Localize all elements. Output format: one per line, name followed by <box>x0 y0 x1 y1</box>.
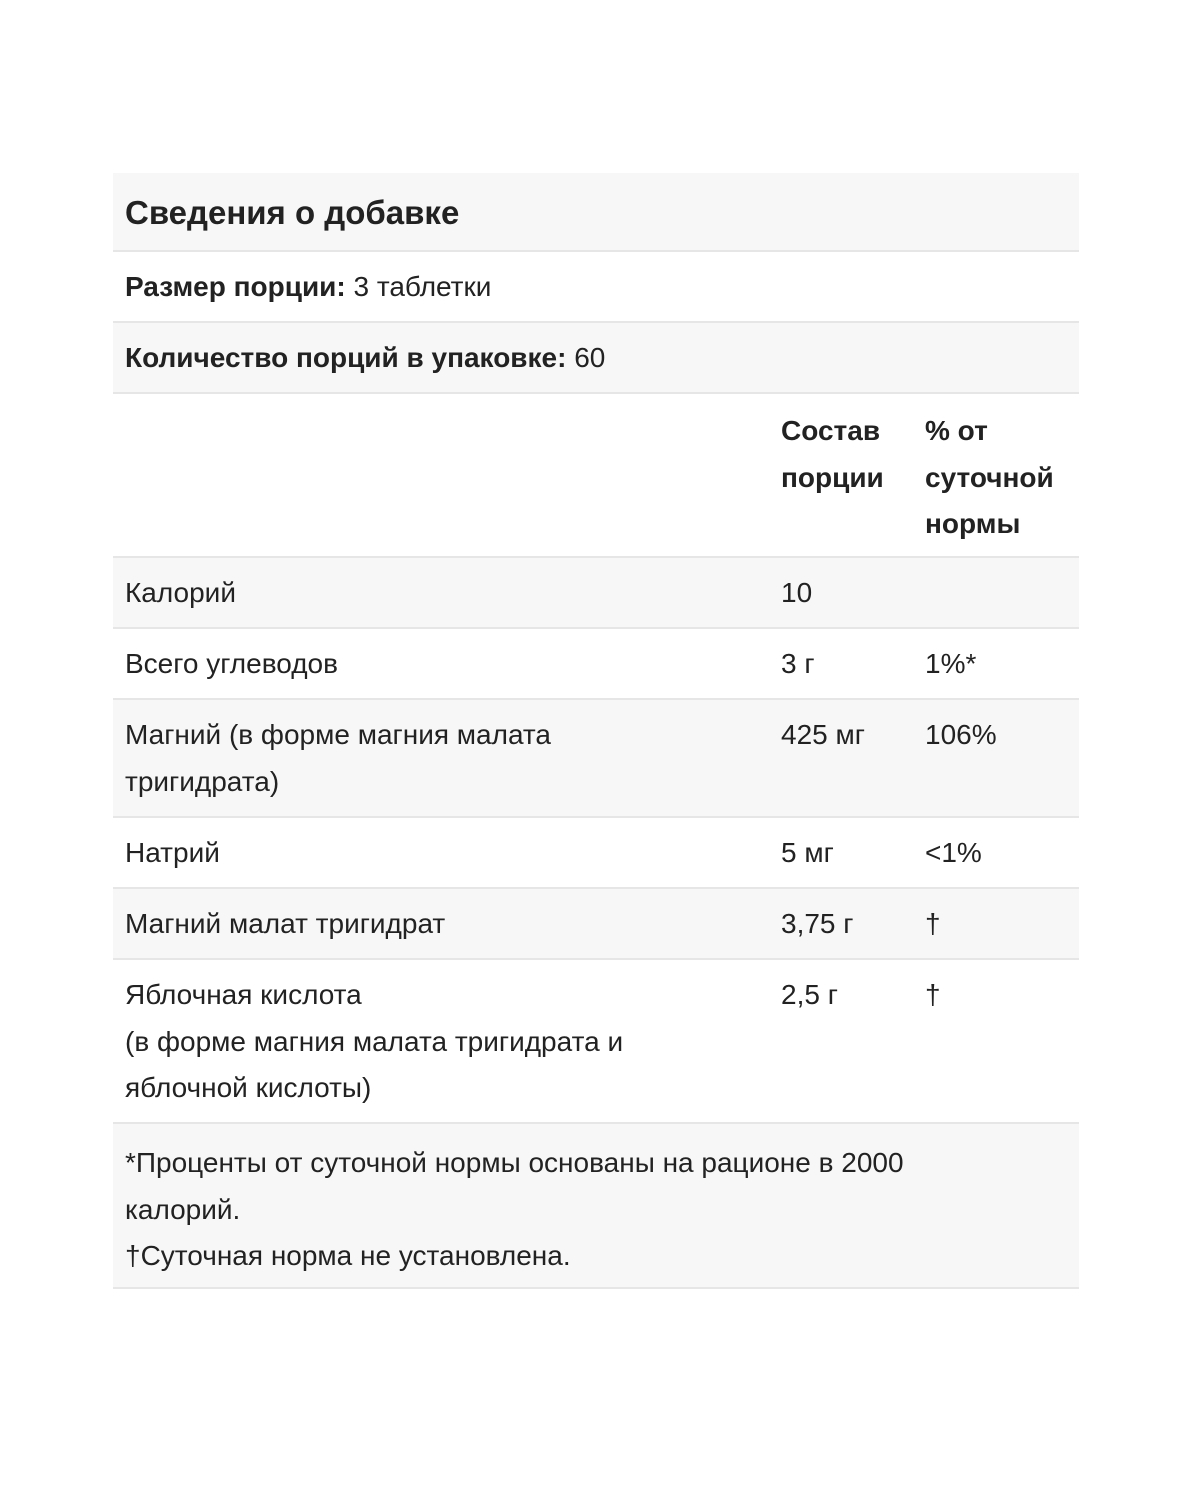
serving-size <box>125 270 491 304</box>
nutrient-name-note: (в форме магния малата тригидрата и яблочной кислоты) <box>125 1025 624 1103</box>
panel-title: Сведения о добавке <box>125 194 460 231</box>
supplement-facts-panel <box>113 173 1079 1289</box>
nutrient-daily-value: † <box>925 908 941 939</box>
footnotes <box>125 1140 925 1280</box>
nutrient-amount: 10 <box>781 577 813 608</box>
amount-column-header: Состав порции <box>781 415 884 493</box>
nutrient-row <box>113 629 1079 700</box>
nutrient-name: Натрий <box>125 837 220 868</box>
nutrient-row <box>113 818 1079 889</box>
nutrient-amount: 3,75 г <box>781 908 854 939</box>
column-header-row <box>113 394 1079 558</box>
nutrient-amount: 3 г <box>781 648 815 679</box>
footnotes-row <box>113 1124 1079 1289</box>
nutrient-row <box>113 960 1079 1124</box>
title-row <box>113 173 1079 252</box>
nutrient-row <box>113 700 1079 818</box>
nutrient-row <box>113 558 1079 629</box>
servings-per-container-value: 60 <box>566 342 606 373</box>
footnote-not-established: †Суточная норма не установлена. <box>125 1240 571 1271</box>
nutrient-name: Магний малат тригидрат <box>125 908 446 939</box>
nutrient-daily-value: 1%* <box>925 648 977 679</box>
nutrient-name: Калорий <box>125 577 236 608</box>
nutrient-name: Всего углеводов <box>125 648 339 679</box>
footnote-daily-value-basis: *Проценты от суточной нормы основаны на рационе в 2000 калорий. <box>125 1147 904 1225</box>
nutrient-name: Яблочная кислота <box>125 979 362 1010</box>
serving-size-row <box>113 252 1079 323</box>
servings-per-container-row <box>113 323 1079 394</box>
nutrient-daily-value: 106% <box>925 719 997 750</box>
nutrient-daily-value: † <box>925 979 941 1010</box>
servings-per-container <box>125 341 605 375</box>
nutrient-amount: 5 мг <box>781 837 834 868</box>
nutrient-amount: 425 мг <box>781 719 865 750</box>
nutrient-name-block <box>125 972 685 1112</box>
daily-value-column-header: % от суточной нормы <box>925 415 1054 539</box>
nutrient-row <box>113 889 1079 960</box>
servings-per-container-label: Количество порций в упаковке: <box>125 342 567 373</box>
nutrient-daily-value: <1% <box>925 837 982 868</box>
serving-size-label: Размер порции: <box>125 271 346 302</box>
serving-size-value: 3 таблетки <box>345 271 492 302</box>
nutrient-name: Магний (в форме магния малата тригидрата) <box>125 719 551 797</box>
nutrient-amount: 2,5 г <box>781 979 838 1010</box>
